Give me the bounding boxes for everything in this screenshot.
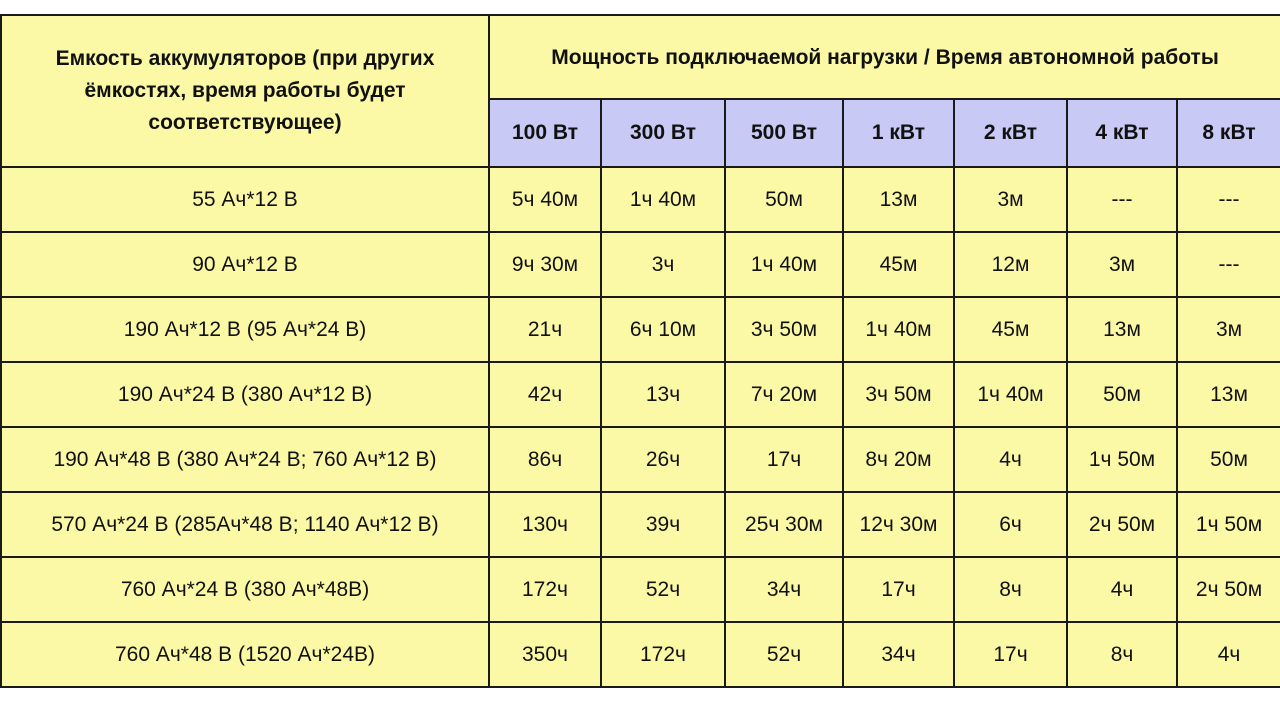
table-row [1, 167, 1280, 232]
power-header-300w: 300 Вт [601, 99, 725, 167]
runtime-cell: 52ч [725, 622, 843, 687]
runtime-cell: 52ч [601, 557, 725, 622]
runtime-cell: 6ч 10м [601, 297, 725, 362]
power-header-4kw: 4 кВт [1067, 99, 1177, 167]
runtime-cell: 1ч 50м [1067, 427, 1177, 492]
table-row [1, 427, 1280, 492]
capacity-cell: 55 Ач*12 В [1, 167, 489, 232]
runtime-cell: 34ч [843, 622, 954, 687]
runtime-cell: 17ч [725, 427, 843, 492]
runtime-cell: 86ч [489, 427, 601, 492]
runtime-cell: 12м [954, 232, 1067, 297]
capacity-cell: 760 Ач*24 В (380 Ач*48В) [1, 557, 489, 622]
runtime-cell: 2ч 50м [1067, 492, 1177, 557]
capacity-cell: 90 Ач*12 В [1, 232, 489, 297]
runtime-cell: 39ч [601, 492, 725, 557]
runtime-cell: 12ч 30м [843, 492, 954, 557]
capacity-cell: 190 Ач*48 В (380 Ач*24 В; 760 Ач*12 В) [1, 427, 489, 492]
runtime-cell: 42ч [489, 362, 601, 427]
power-header-500w: 500 Вт [725, 99, 843, 167]
runtime-cell: 34ч [725, 557, 843, 622]
runtime-cell: 3ч [601, 232, 725, 297]
runtime-cell: 13м [843, 167, 954, 232]
runtime-cell: 172ч [601, 622, 725, 687]
runtime-cell: --- [1177, 232, 1280, 297]
runtime-cell: 1ч 40м [601, 167, 725, 232]
runtime-cell: 50м [1067, 362, 1177, 427]
runtime-cell: 3м [1177, 297, 1280, 362]
runtime-cell: 8ч [1067, 622, 1177, 687]
capacity-column-header: Емкость аккумуляторов (при других ёмкостях, время работы будет соответствующее) [1, 15, 489, 167]
runtime-cell: 4ч [954, 427, 1067, 492]
runtime-cell: 3ч 50м [725, 297, 843, 362]
runtime-cell: 3м [954, 167, 1067, 232]
table-row [1, 232, 1280, 297]
runtime-cell: 2ч 50м [1177, 557, 1280, 622]
runtime-cell: 6ч [954, 492, 1067, 557]
runtime-cell: 1ч 50м [1177, 492, 1280, 557]
power-header-100w: 100 Вт [489, 99, 601, 167]
header-row-top [1, 15, 1280, 99]
runtime-cell: 5ч 40м [489, 167, 601, 232]
runtime-cell: 4ч [1177, 622, 1280, 687]
runtime-cell: 45м [843, 232, 954, 297]
runtime-cell: 1ч 40м [954, 362, 1067, 427]
runtime-cell: 8ч 20м [843, 427, 954, 492]
runtime-cell: 8ч [954, 557, 1067, 622]
runtime-cell: 130ч [489, 492, 601, 557]
battery-runtime-table-wrapper [0, 14, 1280, 688]
capacity-cell: 760 Ач*48 В (1520 Ач*24В) [1, 622, 489, 687]
capacity-cell: 570 Ач*24 В (285Ач*48 В; 1140 Ач*12 В) [1, 492, 489, 557]
runtime-cell: 350ч [489, 622, 601, 687]
runtime-cell: 172ч [489, 557, 601, 622]
runtime-cell: 17ч [843, 557, 954, 622]
battery-runtime-table [0, 14, 1280, 688]
capacity-cell: 190 Ач*24 В (380 Ач*12 В) [1, 362, 489, 427]
runtime-cell: 1ч 40м [725, 232, 843, 297]
runtime-cell: 3м [1067, 232, 1177, 297]
runtime-cell: 4ч [1067, 557, 1177, 622]
table-body [1, 167, 1280, 687]
runtime-cell: --- [1067, 167, 1177, 232]
runtime-cell: 1ч 40м [843, 297, 954, 362]
power-header-2kw: 2 кВт [954, 99, 1067, 167]
runtime-cell: 21ч [489, 297, 601, 362]
table-row [1, 557, 1280, 622]
table-row [1, 622, 1280, 687]
runtime-cell: 13ч [601, 362, 725, 427]
capacity-cell: 190 Ач*12 В (95 Ач*24 В) [1, 297, 489, 362]
table-row [1, 297, 1280, 362]
runtime-cell: 9ч 30м [489, 232, 601, 297]
runtime-cell: 50м [725, 167, 843, 232]
table-row [1, 362, 1280, 427]
table-row [1, 492, 1280, 557]
runtime-cell: 25ч 30м [725, 492, 843, 557]
power-header-8kw: 8 кВт [1177, 99, 1280, 167]
runtime-cell: --- [1177, 167, 1280, 232]
runtime-cell: 26ч [601, 427, 725, 492]
runtime-cell: 50м [1177, 427, 1280, 492]
runtime-cell: 7ч 20м [725, 362, 843, 427]
runtime-cell: 45м [954, 297, 1067, 362]
runtime-cell: 13м [1067, 297, 1177, 362]
runtime-cell: 13м [1177, 362, 1280, 427]
load-runtime-header: Мощность подключаемой нагрузки / Время автономной работы [489, 15, 1280, 99]
runtime-cell: 17ч [954, 622, 1067, 687]
runtime-cell: 3ч 50м [843, 362, 954, 427]
power-header-1kw: 1 кВт [843, 99, 954, 167]
